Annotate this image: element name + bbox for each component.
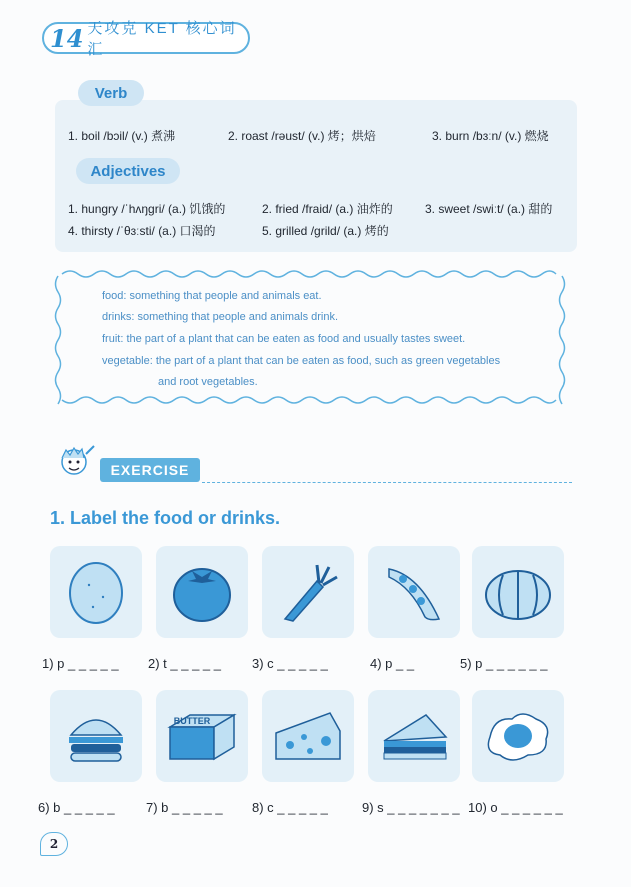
- definitions-box: [52, 268, 568, 406]
- chapter-number: 14: [50, 23, 84, 53]
- picture-card: [262, 690, 354, 782]
- verb-heading: Verb: [78, 80, 144, 106]
- butter-icon: [164, 701, 240, 771]
- answer-blank[interactable]: 3) c _ _ _ _ _: [252, 656, 328, 671]
- section-heading: 1. Label the food or drinks.: [50, 508, 281, 528]
- picture-card: [472, 690, 564, 782]
- picture-card: [368, 690, 460, 782]
- verb-item: 1. boil /bɔil/ (v.) 煮沸: [68, 129, 176, 143]
- picture-card: [50, 690, 142, 782]
- egg-icon: [480, 701, 556, 771]
- peas-icon: [379, 557, 449, 627]
- answer-blank[interactable]: 9) s _ _ _ _ _ _ _: [362, 800, 460, 815]
- sandwich-icon: [376, 701, 452, 771]
- definition-drinks: drinks: something that people and animals drink.: [102, 311, 339, 323]
- answer-blank[interactable]: 10) o _ _ _ _ _ _: [468, 800, 563, 815]
- adjective-item: 4. thirsty /ˈθɜːsti/ (a.) 口渴的: [68, 224, 216, 238]
- pumpkin-icon: [481, 557, 555, 627]
- adjective-item: 3. sweet /swiːt/ (a.) 甜的: [425, 202, 553, 216]
- exercise-bar: [54, 454, 572, 486]
- answer-blank[interactable]: 6) b _ _ _ _ _: [38, 800, 115, 815]
- picture-card: [368, 546, 460, 638]
- adjective-item: 1. hungry /ˈhʌŋgri/ (a.) 饥饿的: [68, 202, 226, 216]
- chapter-title: 天攻克 KET 核心词汇: [87, 20, 237, 58]
- answer-blank[interactable]: 5) p _ _ _ _ _ _: [460, 656, 548, 671]
- verb-item: 2. roast /rəust/ (v.) 烤；烘焙: [228, 129, 376, 143]
- definition-vegetable-cont: and root vegetables.: [158, 376, 258, 388]
- answer-blank[interactable]: 4) p _ _: [370, 656, 415, 671]
- exercise-divider: [202, 482, 572, 483]
- answer-blank[interactable]: 8) c _ _ _ _ _: [252, 800, 328, 815]
- verb-item: 3. burn /bɜːn/ (v.) 燃烧: [432, 129, 549, 143]
- picture-card: [472, 546, 564, 638]
- picture-card: [262, 546, 354, 638]
- adjective-item: 5. grilled /grild/ (a.) 烤的: [262, 224, 389, 238]
- butter-label: BUTTER: [173, 716, 211, 726]
- page-number: 2: [40, 832, 68, 856]
- definition-vegetable: vegetable: the part of a plant that can be eaten as food, such as green vegetables: [102, 355, 501, 367]
- exercise-label: EXERCISE: [100, 458, 200, 482]
- tomato-icon: [167, 557, 237, 627]
- carrot-icon: [273, 557, 343, 627]
- answer-blank[interactable]: 1) p _ _ _ _ _: [42, 656, 119, 671]
- burger-icon: [61, 701, 131, 771]
- cheese-icon: [270, 701, 346, 771]
- picture-card: [50, 546, 142, 638]
- picture-card: [156, 690, 248, 782]
- answer-blank[interactable]: 2) t _ _ _ _ _: [148, 656, 221, 671]
- chapter-banner: [42, 20, 250, 58]
- adjective-item: 2. fried /fraid/ (a.) 油炸的: [262, 202, 393, 216]
- adjectives-heading: Adjectives: [76, 158, 180, 184]
- cartoon-kid-icon: [54, 444, 100, 480]
- definition-fruit: fruit: the part of a plant that can be eaten as food and usually tastes sweet.: [102, 333, 466, 345]
- definition-food: food: something that people and animals eat.: [102, 290, 322, 302]
- potato-icon: [61, 557, 131, 627]
- answer-blank[interactable]: 7) b _ _ _ _ _: [146, 800, 223, 815]
- picture-card: [156, 546, 248, 638]
